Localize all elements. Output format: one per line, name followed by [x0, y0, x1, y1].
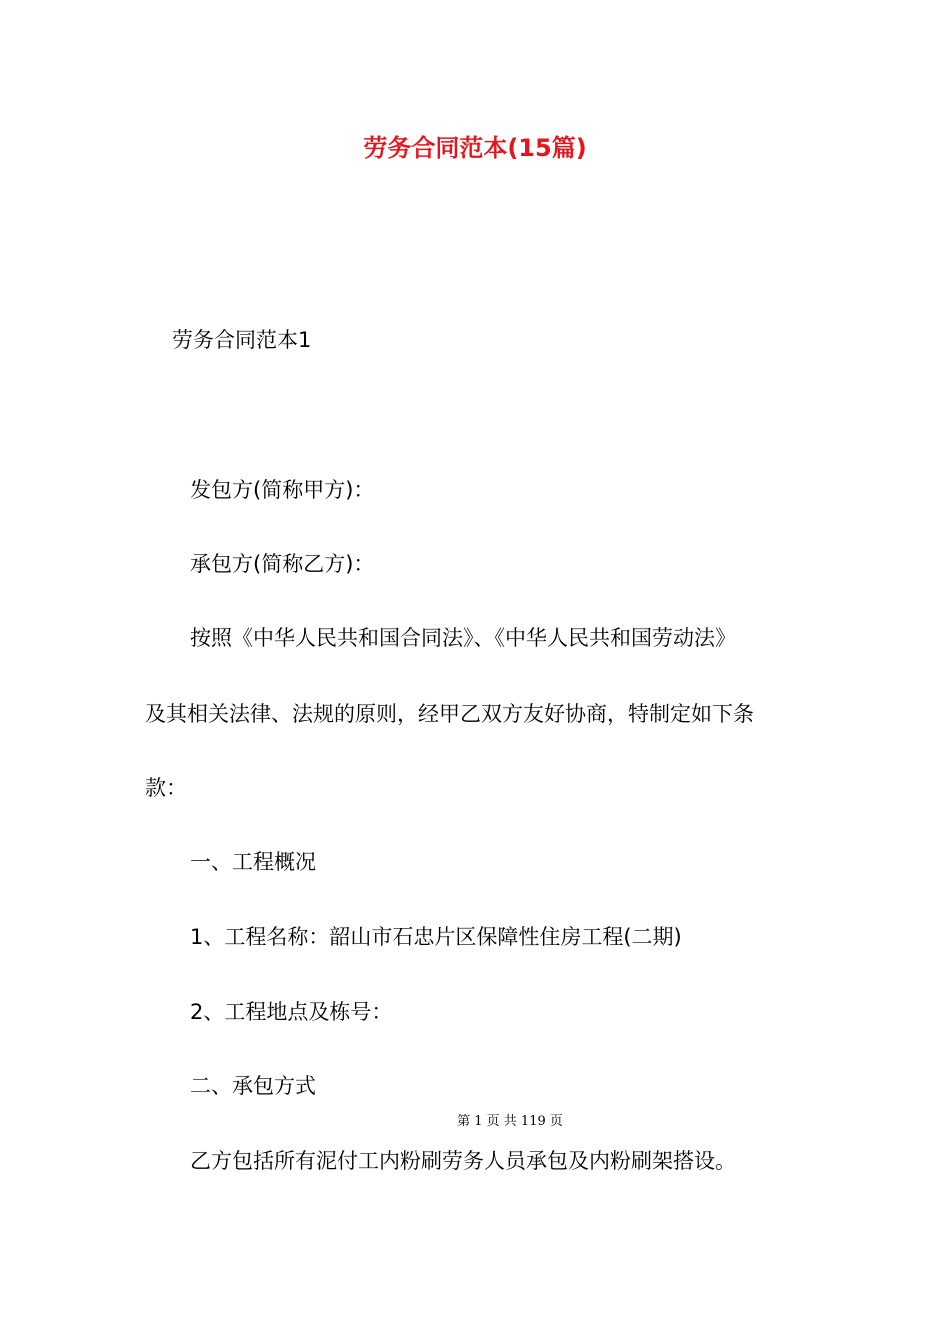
party-b-line: 承包方(简称乙方)： — [190, 552, 375, 576]
section-heading: 劳务合同范本1 — [172, 328, 312, 352]
item-1-project-name: 1、工程名称：韶山市石忠片区保障性住房工程(二期) — [190, 925, 682, 949]
intro-paragraph-line-3: 款： — [145, 776, 187, 800]
section-2-heading: 二、承包方式 — [190, 1074, 316, 1098]
intro-paragraph-line-2: 及其相关法律、法规的原则，经甲乙双方友好协商，特制定如下条 — [145, 702, 754, 726]
scope-paragraph: 乙方包括所有泥付工内粉刷劳务人员承包及内粉刷架搭设。 — [190, 1149, 736, 1173]
party-a-line: 发包方(简称甲方)： — [190, 478, 375, 502]
document-title: 劳务合同范本(15篇) — [363, 134, 587, 162]
page-number-footer: 第 1 页 共 119 页 — [457, 1114, 563, 1129]
item-2-project-location: 2、工程地点及栋号： — [190, 1000, 393, 1024]
section-1-heading: 一、工程概况 — [190, 850, 316, 874]
intro-paragraph-line-1: 按照《中华人民共和国合同法》、《中华人民共和国劳动法》 — [190, 626, 736, 650]
